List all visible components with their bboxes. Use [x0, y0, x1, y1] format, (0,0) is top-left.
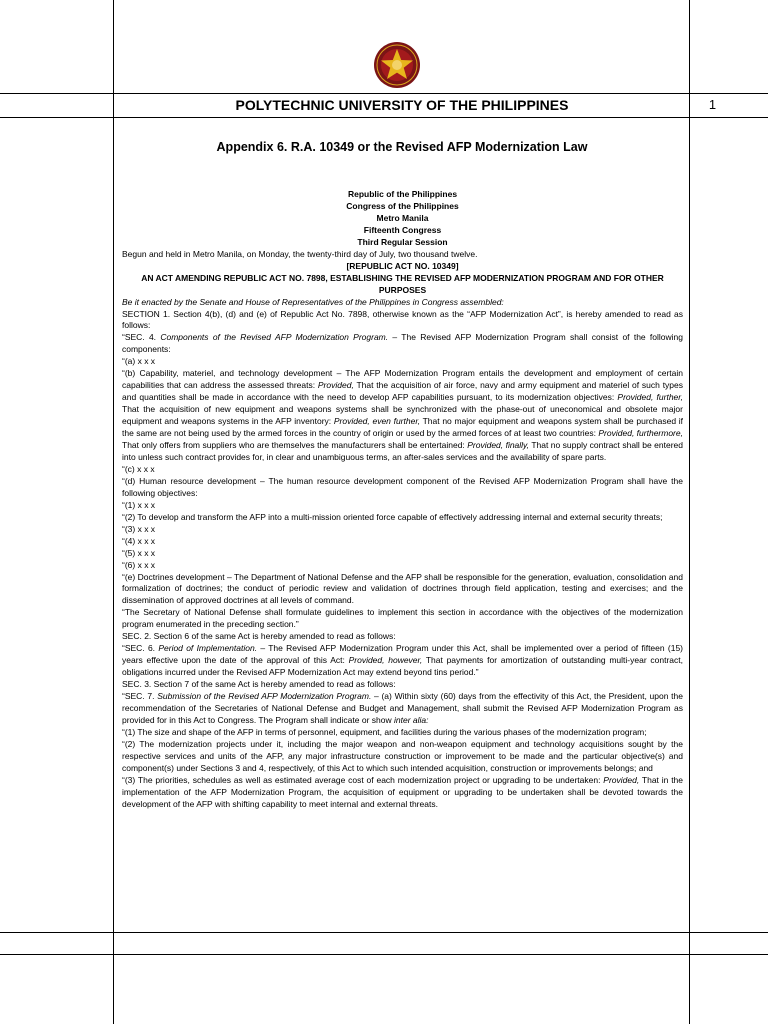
heading-line: Congress of the Philippines	[346, 200, 459, 211]
heading-line: Metro Manila	[376, 212, 429, 223]
act-number: [REPUBLIC ACT NO. 10349]	[346, 260, 459, 271]
university-name: POLYTECHNIC UNIVERSITY OF THE PHILIPPINES	[235, 97, 569, 113]
item-d3: “(3) x x x	[122, 523, 156, 534]
enacting-clause: Be it enacted by the Senate and House of Representatives of the Philippines in Congress assembled:	[122, 296, 504, 307]
heading-line: Third Regular Session	[357, 236, 448, 247]
sec-7-item-1: “(1) The size and shape of the AFP in terms of personnel, equipment, and facilities during the various phases of the modernization program;	[122, 726, 647, 737]
begun-paragraph: Begun and held in Metro Manila, on Monday, the twenty-third day of July, two thousand twelve.	[122, 248, 478, 259]
item-d: “(d) Human resource development – The human resource development component of the Revised AFP Modernization Program shall have the following objectives:	[122, 475, 683, 498]
item-e: “(e) Doctrines development – The Department of National Defense and the AFP shall be responsible for the generation, evaluation, consolidation and formalization of doctrines; the conduct of periodic review and validation of doctrines through field application, testing and exercises; and the dissemination of approved doctrines at all levels of command.	[122, 571, 683, 606]
header-border-top	[0, 93, 768, 94]
heading-line: Republic of the Philippines	[347, 189, 458, 199]
item-b: “(b) Capability, materiel, and technology development – The AFP Modernization Program entails the development and employment of certain capabilities that can address the assessed threats: Provided, That the acquisition of air force, navy and army equipment and materiel of such types and quantities shall be made in accordance with the need to develop AFP capabilities pursuant, to its modernization objectives: Provided, further, That the acquisition of new equipment and weapons systems shall be synchronized with the phase-out of uneconomical and obsolete major equipment and weapons systems in the AFP inventory: Provided, even further, That no major equipment and weapons system shall be purchased if the same are not being used by the armed forces in the country of origin or used by the armed forces of at least two countries: Provided, furthermore, That only offers from suppliers who are themselves the manufacturers shall be entertained: Provided, finally, That no supply contract shall be entered into unless such contract provides for, in clear and unambiguous terms, an after-sales services and the availability of spare parts.	[122, 368, 684, 462]
footer-border-top	[0, 932, 768, 933]
sec-7-item-2: “(2) The modernization projects under it, including the major weapon and non-weapon equipment and technology acquisitions sought by the respective services and units of the AFP, any major infrastructure construction or improvement to be made and the particular objective(s) and component(s) under Sections 3 and 4, respectively, of this Act to which such intended acquisition, construction or improvements belongs; and	[122, 738, 683, 773]
item-d6: “(6) x x x	[122, 559, 156, 570]
item-d2: “(2) To develop and transform the AFP into a multi-mission oriented force capable of effectively addressing internal and external security threats;	[122, 511, 663, 522]
item-d4: “(4) x x x	[122, 535, 156, 546]
item-a: “(a) x x x	[122, 356, 156, 367]
document-body	[122, 189, 683, 811]
heading-line: Fifteenth Congress	[363, 224, 442, 235]
footer-border-bottom	[0, 954, 768, 955]
section-3: SEC. 3. Section 7 of the same Act is hereby amended to read as follows:	[122, 679, 396, 690]
item-c: “(c) x x x	[122, 463, 155, 474]
page-number: 1	[708, 97, 717, 112]
item-d5: “(5) x x x	[122, 547, 156, 558]
section-2: SEC. 2. Section 6 of the same Act is hereby amended to read as follows:	[122, 631, 396, 642]
item-d1: “(1) x x x	[122, 499, 156, 510]
act-title: AN ACT AMENDING REPUBLIC ACT NO. 7898, ESTABLISHING THE REVISED AFP MODERNIZATION PROGRAM AND FOR OTHER PURPOSES	[141, 272, 664, 295]
sec-7-item-3: “(3) The priorities, schedules as well as estimated average cost of each modernization project or upgrading to be undertaken: Provided, That in the implementation of the AFP Modernization Program, the acquisition of equipment or upgrading to be undertaken shall be devoted towards the development of the AFP with shifting capability to meet internal and external threats.	[122, 774, 684, 809]
university-seal-icon	[373, 41, 421, 89]
section-1: SECTION 1. Section 4(b), (d) and (e) of Republic Act No. 7898, otherwise known as the “AFP Modernization Act”, is hereby amended to read as follows:	[122, 308, 683, 331]
item-e-guidelines: “The Secretary of National Defense shall formulate guidelines to implement this section in accordance with the objectives of the modernization program enumerated in the preceding section.”	[122, 607, 683, 630]
header-border-bottom	[0, 117, 768, 118]
sec-4-paragraph: “SEC. 4. Components of the Revised AFP Modernization Program. – The Revised AFP Modernization Program shall consist of the following components:	[122, 332, 684, 355]
sec-6-paragraph: “SEC. 6. Period of Implementation. – The Revised AFP Modernization Program under this Act, shall be implemented over a period of fifteen (15) years effective upon the date of the approval of this Act: Provided, however, That payments for amortization of outstanding multi-year contract, obligations incurred under the Revised AFP Modernization Act may extend beyond tins period.”	[122, 643, 684, 678]
sec-7-paragraph: “SEC. 7. Submission of the Revised AFP Modernization Program. – (a) Within sixty (60) days from the effectivity of this Act, the President, upon the recommendation of the Secretaries of National Defense and Budget and Management, shall submit the Revised AFP Modernization Program as provided for in this Act to Congress. The Program shall indicate or show inter alia:	[122, 691, 684, 725]
document-title: Appendix 6. R.A. 10349 or the Revised AFP Modernization Law	[216, 140, 588, 154]
